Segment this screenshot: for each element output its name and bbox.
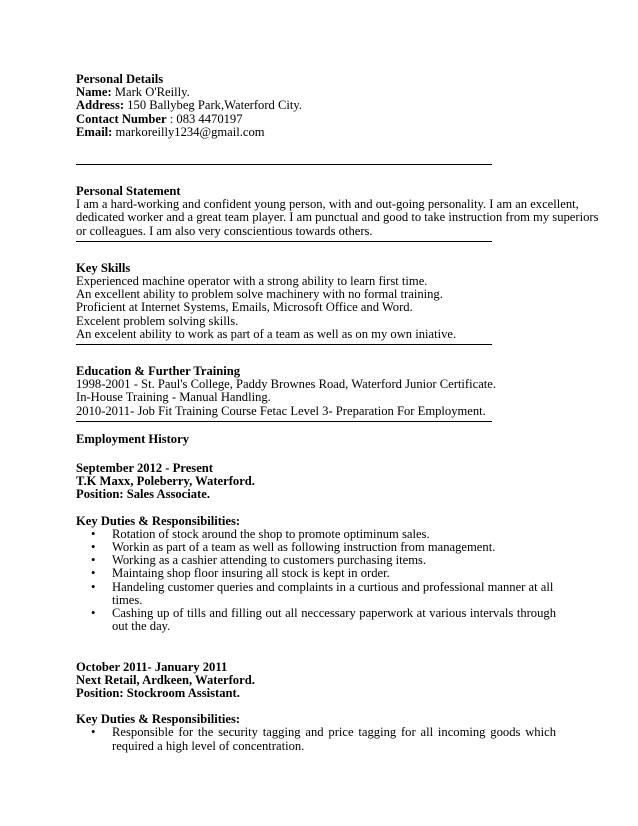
- section-divider: [76, 241, 492, 242]
- statement-line: or colleagues. I am also very conscientious towards others.: [76, 223, 373, 238]
- duties-heading: Key Duties & Responsibilities:: [76, 513, 241, 528]
- job-dates: September 2012 - Present: [76, 461, 213, 476]
- personal-statement-section: [76, 184, 599, 238]
- bullet-icon: •: [91, 540, 96, 555]
- contact-label: Contact Number: [76, 111, 167, 126]
- job-entry: [76, 462, 556, 633]
- key-skills-heading: Key Skills: [76, 260, 131, 275]
- section-divider: [76, 344, 492, 345]
- skill-line: Experienced machine operator with a strong ability to learn first time.: [76, 274, 428, 289]
- education-line: In-House Training - Manual Handling.: [76, 390, 271, 405]
- job-position: Position: Sales Associate.: [76, 487, 210, 502]
- bullet-icon: •: [91, 725, 96, 740]
- skill-line: An excelent ability to work as part of a team as well as on my own iniative.: [76, 326, 457, 341]
- key-skills-section: [76, 262, 556, 341]
- email-row: [76, 126, 556, 139]
- education-heading: Education & Further Training: [76, 364, 241, 379]
- statement-line: dedicated worker and a great team player. I am punctual and good to take instruction from my superiors: [76, 210, 599, 225]
- section-divider: [76, 421, 492, 422]
- skill-line: Excelent problem solving skills.: [76, 313, 239, 328]
- bullet-icon: •: [91, 606, 96, 621]
- duty-text: Handeling customer queries and complaints in a curtious and professional manner at all times.: [112, 579, 554, 607]
- email-label: Email:: [76, 124, 113, 139]
- address-value: 150 Ballybeg Park,Waterford City.: [127, 98, 303, 113]
- list-item: [76, 607, 556, 633]
- list-item: [76, 581, 556, 607]
- duty-text: Workin as part of a team as well as following instruction from management.: [112, 540, 496, 555]
- name-label: Name:: [76, 85, 112, 100]
- bullet-icon: •: [91, 566, 96, 581]
- personal-statement-heading: Personal Statement: [76, 184, 181, 199]
- duty-text: Responsible for the security tagging and price tagging for all incoming goods which required a high level of concentration.: [112, 725, 556, 753]
- job-employer: Next Retail, Ardkeen, Waterford.: [76, 672, 255, 687]
- bullet-icon: •: [91, 553, 96, 568]
- education-line: 1998-2001 - St. Paul's College, Paddy Brownes Road, Waterford Junior Certificate.: [76, 377, 497, 392]
- statement-line: I am a hard-working and confident young person, with and out-going personality. I am an excellent,: [76, 197, 579, 212]
- education-section: [76, 365, 556, 418]
- duty-text: Working as a cashier attending to customers purchasing items.: [112, 553, 427, 568]
- bullet-icon: •: [91, 526, 96, 541]
- personal-details-section: [76, 73, 556, 139]
- job-position: Position: Stockroom Assistant.: [76, 685, 240, 700]
- job-entry: [76, 661, 556, 753]
- section-divider: [76, 164, 492, 165]
- skill-line: Proficient at Internet Systems, Emails, Microsoft Office and Word.: [76, 300, 413, 315]
- duty-text: Rotation of stock around the shop to promote optiminum sales.: [112, 526, 430, 541]
- employment-section: [76, 433, 556, 753]
- duty-text: Maintaing shop floor insuring all stock is kept in order.: [112, 566, 390, 581]
- contact-value: : 083 4470197: [169, 111, 243, 126]
- personal-details-heading: Personal Details: [76, 72, 164, 86]
- address-label: Address:: [76, 98, 125, 113]
- email-value: markoreilly1234@gmail.com: [115, 124, 265, 139]
- bullet-icon: •: [91, 579, 96, 594]
- duty-text: Cashing up of tills and filling out all neccessary paperwork at various intervals through out the day.: [112, 606, 556, 634]
- duties-heading: Key Duties & Responsibilities:: [76, 712, 241, 727]
- job-dates: October 2011- January 2011: [76, 659, 228, 674]
- job-employer: T.K Maxx, Poleberry, Waterford.: [76, 474, 255, 489]
- skill-line: An excellent ability to problem solve machinery with no formal training.: [76, 287, 443, 302]
- education-line: 2010-2011- Job Fit Training Course Fetac Level 3- Preparation For Employment.: [76, 403, 486, 418]
- list-item: [76, 726, 556, 752]
- duties-list: [76, 528, 556, 634]
- cv-page: [76, 72, 599, 753]
- employment-heading: Employment History: [76, 431, 189, 446]
- duties-list: [76, 726, 556, 752]
- name-value: Mark O'Reilly.: [114, 85, 190, 100]
